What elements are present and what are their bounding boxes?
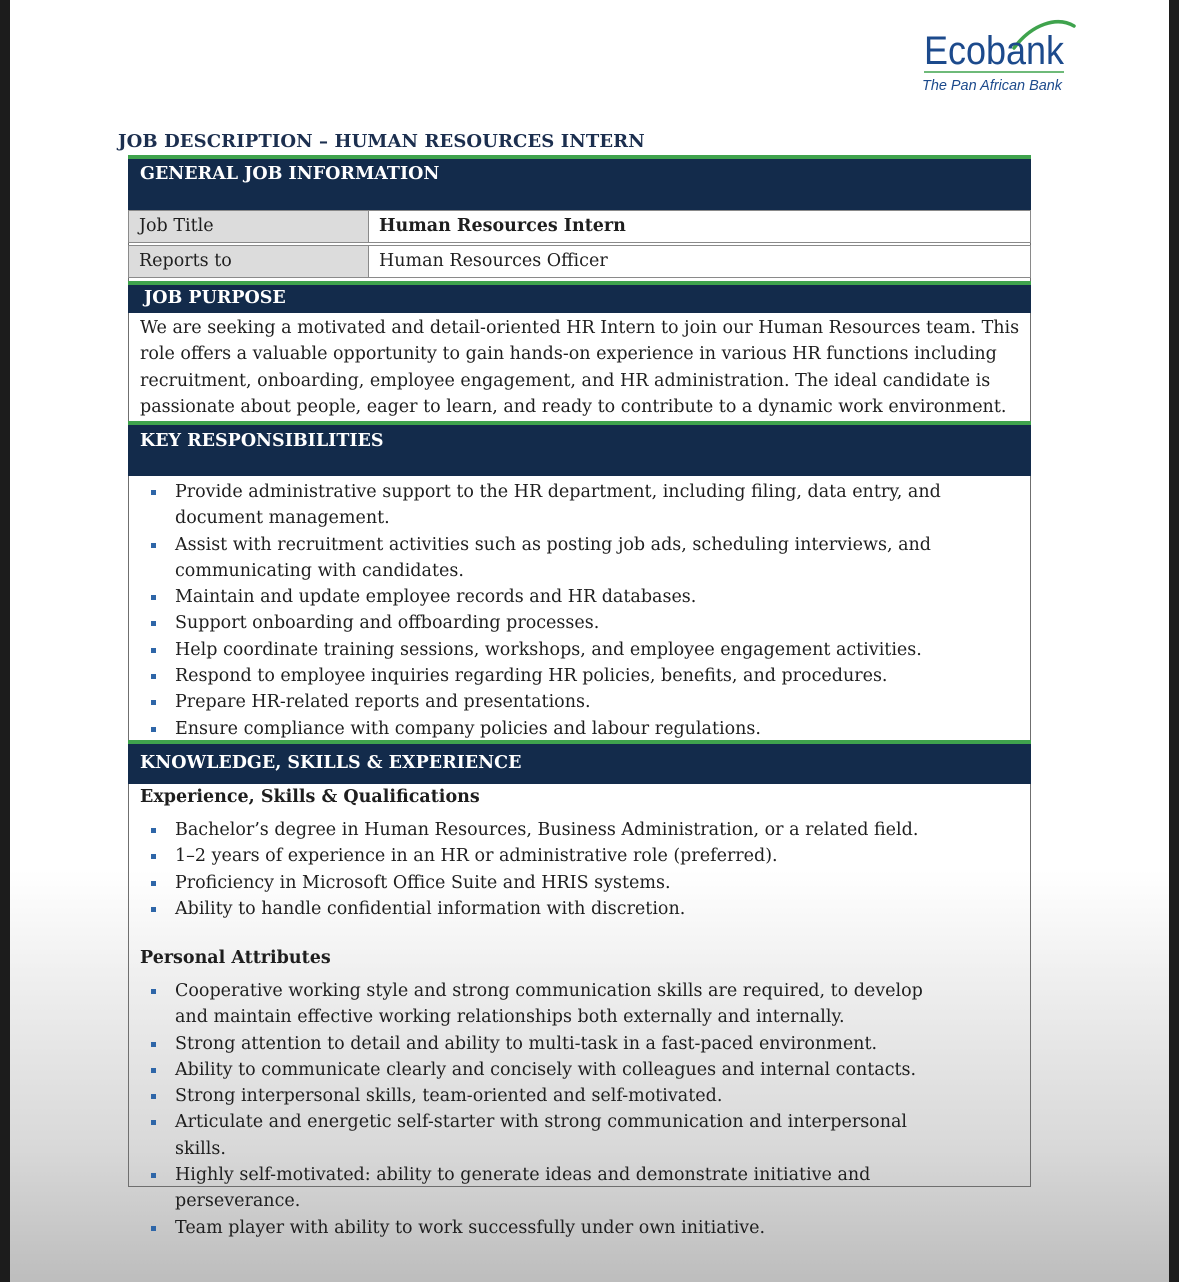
list-item: Proficiency in Microsoft Office Suite and HRIS systems. [140,870,1025,896]
list-item: Bachelor’s degree in Human Resources, Business Administration, or a related field. [140,817,1025,843]
section-purpose-title: JOB PURPOSE [144,288,286,308]
job-purpose-text: We are seeking a motivated and detail-oriented HR Intern to join our Human Resources team. This role offers a valuable opportunity to gain hands-on experience in various HR functions including recruitment, onboarding, employee engagement, and HR administration. The ideal candidate is passionate about people, eager to learn, and ready to contribute to a dynamic work environment. [140,318,1020,417]
list-item: Prepare HR-related reports and presentations. [140,689,1025,715]
document-page [10,0,1169,1282]
list-item: Maintain and update employee records and HR databases. [140,584,1025,610]
section-responsibilities-title: KEY RESPONSIBILITIES [140,431,384,451]
list-item: Highly self-motivated: ability to generate ideas and demonstrate initiative and perseverance. [140,1162,960,1215]
list-item: Ability to handle confidential information with discretion. [140,896,1025,922]
section-general-header [128,155,1031,210]
list-item: Support onboarding and offboarding processes. [140,610,1025,636]
section-purpose-header [128,281,1031,313]
list-item: Cooperative working style and strong communication skills are required, to develop and maintain effective working relationships both externally and internally. [140,978,960,1031]
list-item: Ability to communicate clearly and concisely with colleagues and internal contacts. [140,1057,960,1083]
list-item: Respond to employee inquiries regarding HR policies, benefits, and procedures. [140,663,1025,689]
attributes-subheading: Personal Attributes [140,948,331,968]
reports-to-label: Reports to [129,246,369,277]
ecobank-logo [922,18,1082,98]
section-general-title: GENERAL JOB INFORMATION [140,164,440,184]
section-knowledge-title: KNOWLEDGE, SKILLS & EXPERIENCE [140,753,522,773]
responsibilities-list [140,479,1025,742]
row-reports-to [128,245,1031,278]
list-item: Team player with ability to work successfully under own initiative. [140,1215,960,1241]
experience-subheading: Experience, Skills & Qualifications [140,787,480,807]
list-item: Help coordinate training sessions, workshops, and employee engagement activities. [140,637,1025,663]
section-knowledge-header [128,740,1031,784]
list-item: Provide administrative support to the HR department, including filing, data entry, and document management. [140,479,1025,532]
document-title: JOB DESCRIPTION – HUMAN RESOURCES INTERN [118,131,645,152]
job-title-label: Job Title [129,211,369,242]
list-item: Ensure compliance with company policies and labour regulations. [140,716,1025,742]
list-item: Strong interpersonal skills, team-oriented and self-motivated. [140,1083,960,1109]
section-responsibilities-header [128,421,1031,476]
list-item: Assist with recruitment activities such as posting job ads, scheduling interviews, and communicating with candidates. [140,532,1025,585]
brand-tagline: The Pan African Bank [922,77,1064,94]
experience-list [140,817,1025,922]
list-item: 1–2 years of experience in an HR or administrative role (preferred). [140,843,1025,869]
brand-name: Ecobank [924,29,1065,73]
row-job-title [128,210,1031,243]
list-item: Articulate and energetic self-starter with strong communication and interpersonal skills. [140,1109,960,1162]
reports-to-value: Human Resources Officer [369,246,1030,277]
attributes-list [140,978,960,1241]
list-item: Strong attention to detail and ability to multi-task in a fast-paced environment. [140,1031,960,1057]
job-title-value: Human Resources Intern [369,211,1030,242]
